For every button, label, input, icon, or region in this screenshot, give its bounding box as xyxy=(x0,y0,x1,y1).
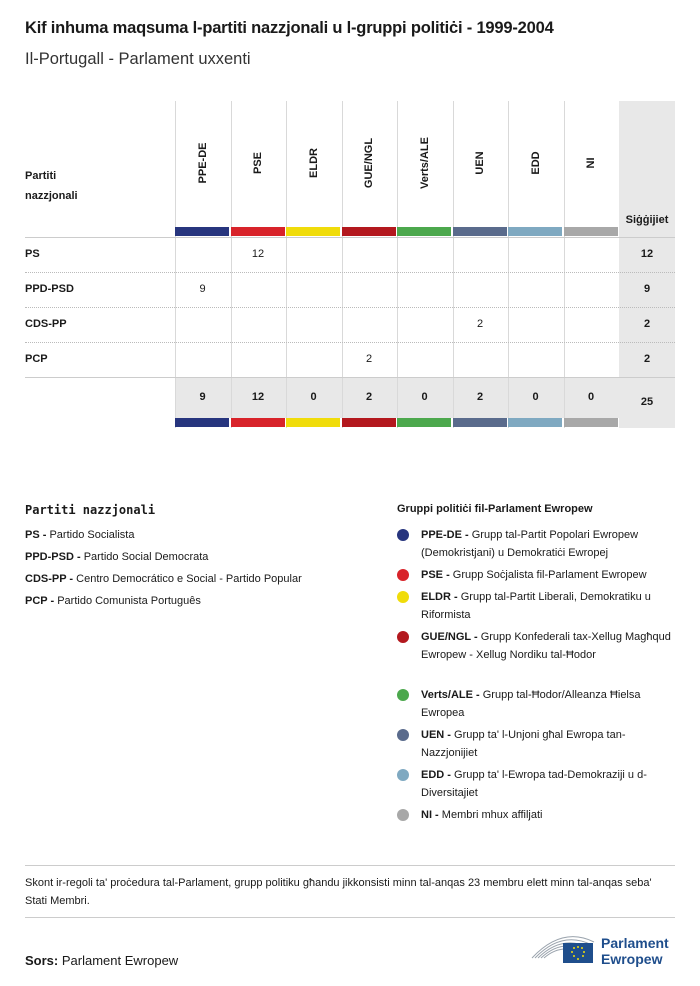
group-color-bar-top xyxy=(564,227,618,236)
grand-total: 25 xyxy=(640,396,654,408)
group-color-bar-bottom xyxy=(508,418,562,427)
party-name: Partido Comunista Português xyxy=(57,595,201,607)
source-line xyxy=(25,953,178,968)
row-divider xyxy=(25,342,675,343)
table-cell: 2 xyxy=(365,353,373,365)
group-legend-text xyxy=(421,806,677,824)
group-color-bar-top xyxy=(397,227,451,236)
group-code: ELDR - xyxy=(421,591,458,603)
group-color-dot xyxy=(397,809,409,821)
groups-legend-title: Gruppi politiċi fil-Parlament Ewropew xyxy=(397,503,593,515)
row-total: 9 xyxy=(643,283,651,295)
column-total: 0 xyxy=(587,391,595,403)
group-color-bar-top xyxy=(453,227,507,236)
group-color-bar-top xyxy=(342,227,396,236)
group-color-dot xyxy=(397,729,409,741)
group-name: Grupp ta' l-Ewropa tad-Demokraziji u d-Diversitajiet xyxy=(421,769,647,799)
group-code: GUE/NGL - xyxy=(421,631,478,643)
note-divider-bottom xyxy=(25,917,675,918)
column-header xyxy=(564,101,619,226)
row-header: Partiti nazzjonali xyxy=(25,170,78,202)
column-total: 12 xyxy=(251,391,265,403)
column-total: 2 xyxy=(365,391,373,403)
group-legend-item xyxy=(397,766,677,802)
column-header-label: GUE/NGL xyxy=(363,137,375,189)
group-color-dot xyxy=(397,689,409,701)
group-color-bar-top xyxy=(231,227,285,236)
column-total: 0 xyxy=(421,391,428,403)
group-legend-text xyxy=(421,526,677,562)
group-name: Grupp tal-Partit Liberali, Demokratiku u Riformista xyxy=(421,591,651,621)
group-legend-text xyxy=(421,588,677,624)
group-color-bar-top xyxy=(286,227,340,236)
column-total: 0 xyxy=(310,391,317,403)
column-total: 2 xyxy=(476,391,484,403)
party-code: PS - xyxy=(25,529,47,541)
column-header xyxy=(286,101,341,226)
group-name: Grupp tal-Partit Popolari Ewropew (Demokristjani) u Demokratiċi Ewropej xyxy=(421,529,639,559)
group-legend-text xyxy=(421,726,677,762)
group-name: Grupp ta' l-Unjoni għal Ewropa tan-Nazzjonijiet xyxy=(421,729,626,759)
party-name: Partido Socialista xyxy=(49,529,135,541)
party-code: CDS-PP - xyxy=(25,573,74,585)
group-color-dot xyxy=(397,529,409,541)
group-code: EDD - xyxy=(421,769,451,781)
group-legend-item xyxy=(397,686,677,722)
party-code: PPD-PSD - xyxy=(25,551,81,563)
group-code: Verts/ALE - xyxy=(421,689,480,701)
header-divider xyxy=(25,237,675,238)
row-divider xyxy=(25,307,675,308)
column-total: 9 xyxy=(199,391,206,403)
national-legend-title: Partiti nazzjonali xyxy=(25,503,156,517)
column-header-label: ELDR xyxy=(307,148,320,178)
group-color-dot xyxy=(397,769,409,781)
group-color-bar-top xyxy=(508,227,562,236)
group-code: PSE - xyxy=(421,569,450,581)
national-legend-item xyxy=(25,529,134,541)
footnote: Skont ir-regoli ta' proċedura tal-Parlament, grupp politiku għandu jikkonsisti minn tal-anqas 23 membru elett minn tal-anqas seba' Stati Membri. xyxy=(25,877,652,907)
group-legend-item xyxy=(397,726,677,762)
column-header-label: NI xyxy=(585,157,597,169)
row-party-label: PPD-PSD xyxy=(25,283,74,295)
group-legend-item xyxy=(397,526,677,562)
column-header-label: UEN xyxy=(474,151,486,175)
total-header: Siġġijiet xyxy=(625,214,669,226)
column-header xyxy=(453,101,508,226)
group-color-bar-bottom xyxy=(342,418,396,427)
group-legend-text xyxy=(421,686,677,722)
group-color-bar-bottom xyxy=(397,418,451,427)
group-color-dot xyxy=(397,631,409,643)
column-header xyxy=(508,101,563,226)
table-cell: 12 xyxy=(251,248,265,260)
totals-column-background xyxy=(619,101,675,428)
party-name: Partido Social Democrata xyxy=(83,551,209,563)
party-name: Centro Democrático e Social - Partido Popular xyxy=(76,573,302,585)
group-color-bar-bottom xyxy=(231,418,285,427)
group-color-bar-bottom xyxy=(453,418,507,427)
group-color-dot xyxy=(397,591,409,603)
national-legend-item xyxy=(25,551,208,563)
row-party-label: PCP xyxy=(25,353,48,365)
row-divider xyxy=(25,377,675,378)
group-legend-item xyxy=(397,566,677,584)
national-legend-item xyxy=(25,573,302,585)
column-header-label: EDD xyxy=(529,151,542,175)
group-color-bar-bottom xyxy=(564,418,618,427)
row-party-label: CDS-PP xyxy=(25,318,67,330)
group-color-bar-bottom xyxy=(175,418,229,427)
group-name: Grupp Soċjalista fil-Parlament Ewropew xyxy=(452,569,647,581)
group-color-dot xyxy=(397,569,409,581)
group-code: NI - xyxy=(421,809,439,821)
page-title: Kif inhuma maqsuma l-partiti nazzjonali u l-gruppi politiċi - 1999-2004 xyxy=(25,19,554,37)
row-divider xyxy=(25,272,675,273)
group-legend-item xyxy=(397,628,677,664)
row-total: 2 xyxy=(643,353,651,365)
party-code: PCP - xyxy=(25,595,55,607)
column-total: 0 xyxy=(532,391,539,403)
page-subtitle: Il-Portugall - Parlament uxxenti xyxy=(25,50,251,68)
column-header xyxy=(342,101,397,226)
column-header xyxy=(397,101,452,226)
logo-line-1: Parlament xyxy=(601,935,669,951)
group-color-bar-bottom xyxy=(286,418,340,427)
group-name: Membri mhux affiljati xyxy=(441,809,543,821)
group-legend-text xyxy=(421,628,677,664)
group-name: Grupp Konfederali tax-Xellug Magħqud Ewropew - Xellug Nordiku tal-Ħodor xyxy=(421,631,671,661)
group-legend-text xyxy=(421,766,677,802)
group-code: PPE-DE - xyxy=(421,529,469,541)
table-cell: 9 xyxy=(199,283,206,295)
national-legend-item xyxy=(25,595,201,607)
group-color-bar-top xyxy=(175,227,229,236)
group-legend-item xyxy=(397,806,677,824)
row-total: 2 xyxy=(643,318,651,330)
column-header-label: PSE xyxy=(252,151,264,175)
column-header xyxy=(231,101,286,226)
logo-line-2: Ewropew xyxy=(601,951,663,967)
group-code: UEN - xyxy=(421,729,451,741)
row-total: 12 xyxy=(640,248,654,260)
table-cell: 2 xyxy=(476,318,484,330)
group-legend-text xyxy=(421,566,677,584)
source-label: Sors: xyxy=(25,953,59,968)
column-header xyxy=(175,101,230,226)
source-value: Parlament Ewropew xyxy=(61,953,179,968)
group-legend-item xyxy=(397,588,677,624)
column-header-label: Verts/ALE xyxy=(418,137,431,189)
column-header-label: PPE-DE xyxy=(196,142,209,184)
note-divider-top xyxy=(25,865,675,866)
group-name: Grupp tal-Ħodor/Alleanza Ħielsa Ewropea xyxy=(421,689,641,719)
logo-wordmark xyxy=(601,935,669,967)
row-party-label: PS xyxy=(25,248,40,260)
